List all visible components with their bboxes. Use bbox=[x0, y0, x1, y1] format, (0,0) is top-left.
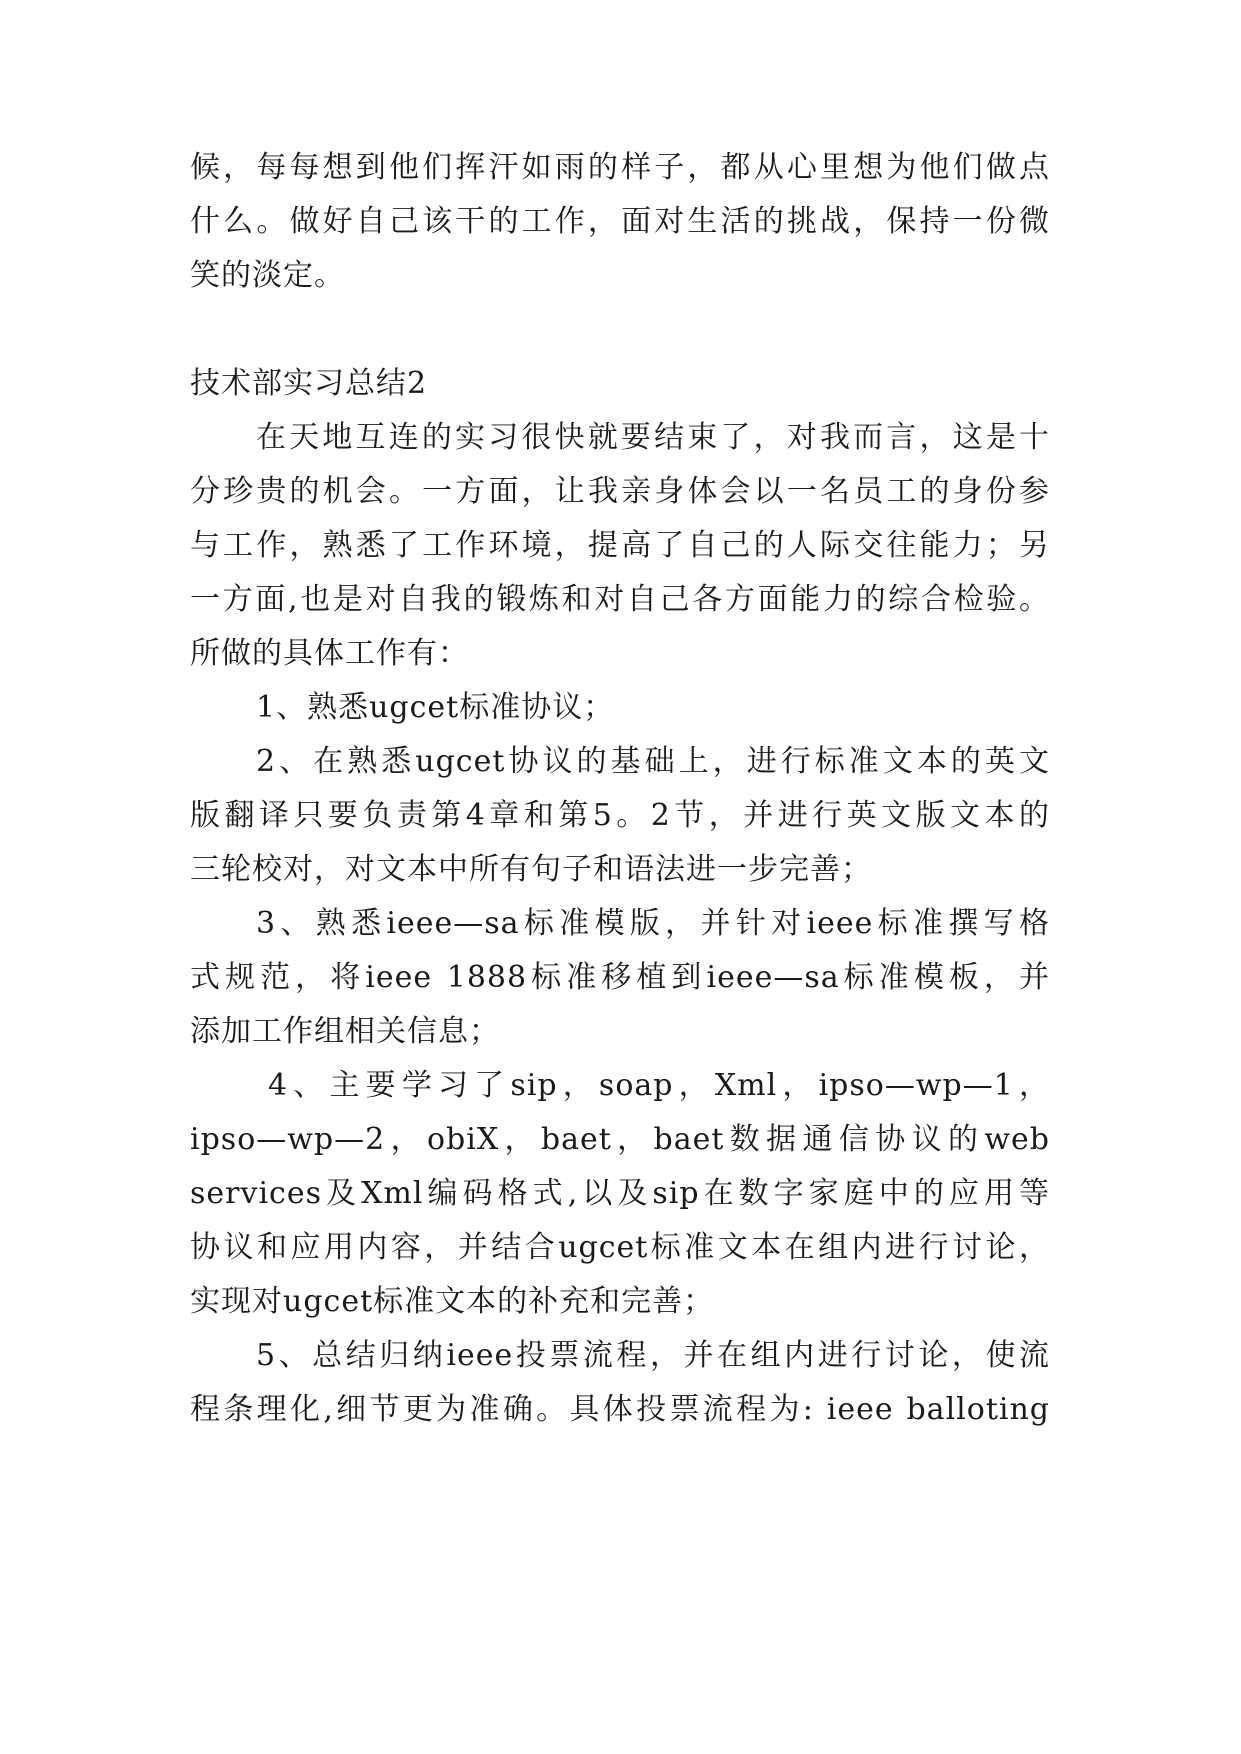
paragraph-line: services及Xml编码格式,以及sip在数字家庭中的应用等 bbox=[190, 1176, 1050, 1211]
paragraph-line: 三轮校对，对文本中所有句子和语法进一步完善； bbox=[190, 852, 872, 887]
list-item: 5、总结归纳ieee投票流程，并在组内进行讨论，使流 bbox=[256, 1338, 1050, 1373]
paragraph-line: 所做的具体工作有： bbox=[190, 636, 469, 671]
paragraph-line: 与工作，熟悉了工作环境，提高了自己的人际交往能力；另 bbox=[190, 528, 1050, 563]
paragraph-line: 笑的淡定。 bbox=[190, 258, 345, 293]
paragraph-line: 协议和应用内容，并结合ugcet标准文本在组内进行讨论， bbox=[190, 1230, 1050, 1265]
paragraph-line: 什么。做好自己该干的工作，面对生活的挑战，保持一份微 bbox=[190, 204, 1050, 239]
paragraph-line: 版翻译只要负责第4章和第5。2节，并进行英文版文本的 bbox=[190, 798, 1050, 833]
paragraph-line: 实现对ugcet标准文本的补充和完善； bbox=[190, 1284, 715, 1319]
section-heading: 技术部实习总结2 bbox=[190, 366, 428, 401]
paragraph-line: 添加工作组相关信息； bbox=[190, 1014, 500, 1049]
paragraph-line: ipso—wp—2，obiX，baet，baet数据通信协议的web bbox=[190, 1122, 1050, 1157]
list-item: 1、熟悉ugcet标准协议； bbox=[256, 690, 615, 725]
list-item: 3、熟悉ieee—sa标准模版，并针对ieee标准撰写格 bbox=[256, 906, 1050, 941]
paragraph-line: 分珍贵的机会。一方面，让我亲身体会以一名员工的身份参 bbox=[190, 474, 1050, 509]
paragraph-line: 在天地互连的实习很快就要结束了，对我而言，这是十 bbox=[256, 420, 1050, 455]
paragraph-line: 程条理化,细节更为准确。具体投票流程为: ieee balloting bbox=[190, 1392, 1050, 1427]
paragraph-line: 候，每每想到他们挥汗如雨的样子，都从心里想为他们做点 bbox=[190, 150, 1050, 185]
list-item: 4、主要学习了sip，soap，Xml，ipso—wp—1， bbox=[268, 1068, 1050, 1103]
list-item: 2、在熟悉ugcet协议的基础上，进行标准文本的英文 bbox=[256, 744, 1050, 779]
paragraph-line: 一方面,也是对自我的锻炼和对自己各方面能力的综合检验。 bbox=[190, 582, 1050, 617]
paragraph-line: 式规范，将ieee 1888标准移植到ieee—sa标准模板，并 bbox=[190, 960, 1050, 995]
